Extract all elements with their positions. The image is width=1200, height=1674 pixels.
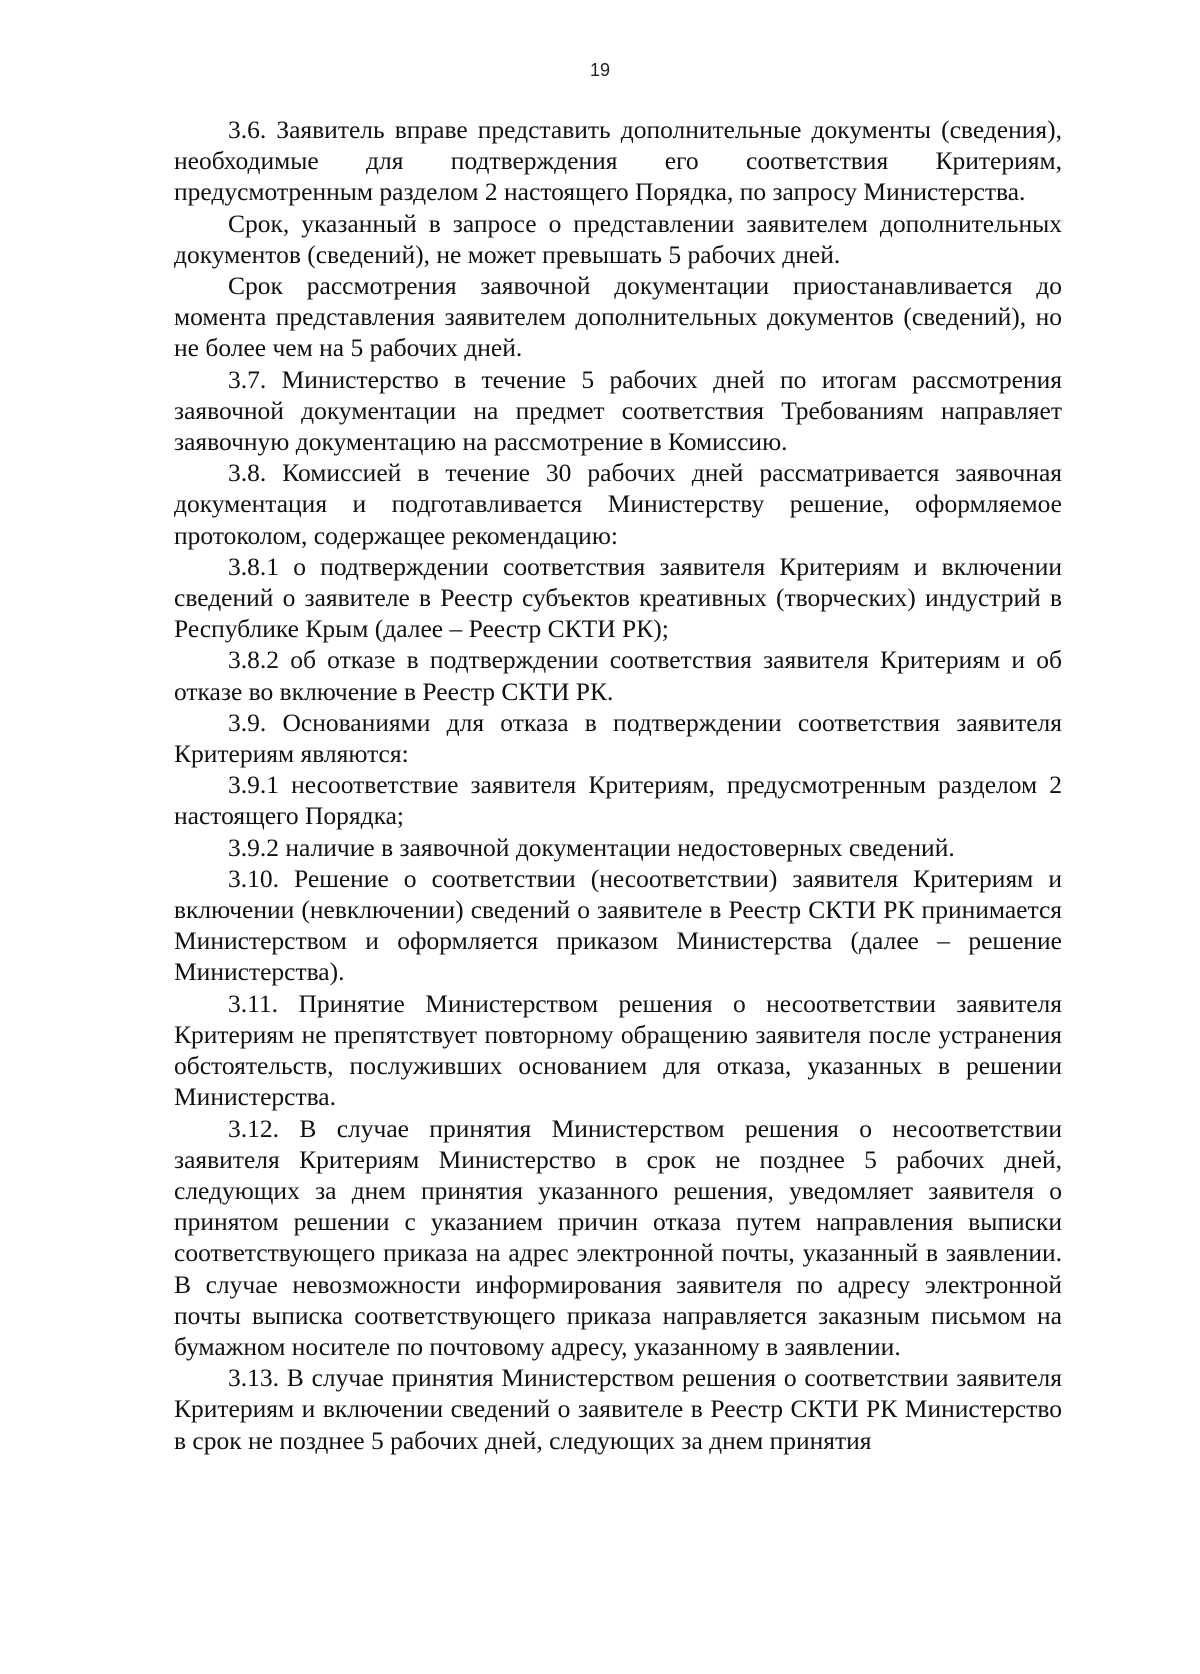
paragraph-3-6: 3.6. Заявитель вправе представить дополнительные документы (сведения), необходимые для подтверждения его соответствия Критериям, предусмотренным разделом 2 настоящего Порядка, по запросу Министерства. <box>174 115 1062 207</box>
document-body <box>174 114 1062 1456</box>
paragraph-3-9-2: 3.9.2 наличие в заявочной документации недостоверных сведений. <box>228 832 955 862</box>
page-number: 19 <box>589 60 611 80</box>
paragraph-request-term: Срок, указанный в запросе о представлении заявителем дополнительных документов (сведений), не может превышать 5 рабочих дней. <box>174 208 1062 269</box>
paragraph-review-suspension: Срок рассмотрения заявочной документации приостанавливается до момента представления заявителем дополнительных документов (сведений), но не более чем на 5 рабочих дней. <box>174 271 1062 363</box>
paragraph-3-7: 3.7. Министерство в течение 5 рабочих дней по итогам рассмотрения заявочной документации на предмет соответствия Требованиям направляет заявочную документацию на рассмотрение в Комиссию. <box>174 364 1062 457</box>
paragraph-3-9-1: 3.9.1 несоответствие заявителя Критериям, предусмотренным разделом 2 настоящего Порядка; <box>174 770 1062 831</box>
paragraph-3-12: 3.12. В случае принятия Министерством решения о несоответствии заявителя Критериям Министерство в срок не позднее 5 рабочих дней, следующих за днем принятия указанного решения, уведомляет заявителя о принятом решении с указанием причин отказа путем направления выписки соответствующего приказа на адрес электронной почты, указанный в заявлении. В случае невозможности информирования заявителя по адресу электронной почты выписка соответствующего приказа направляется заказным письмом на бумажном носителе по почтовому адресу, указанному в заявлении. <box>174 1113 1062 1361</box>
paragraph-3-13: 3.13. В случае принятия Министерством решения о соответствии заявителя Критериям и включении сведений о заявителе в Реестр СКТИ РК Министерство в срок не позднее 5 рабочих дней, следующих за днем принятия <box>174 1363 1062 1455</box>
paragraph-3-9: 3.9. Основаниями для отказа в подтверждении соответствия заявителя Критериям являются: <box>174 707 1062 769</box>
paragraph-3-8: 3.8. Комиссией в течение 30 рабочих дней рассматривается заявочная документация и подготавливается Министерству решение, оформляемое протоколом, содержащее рекомендацию: <box>174 458 1062 550</box>
paragraph-3-11: 3.11. Принятие Министерством решения о несоответствии заявителя Критериям не препятствует повторному обращению заявителя после устранения обстоятельств, послуживших основанием для отказа, указанных в решении Министерства. <box>174 988 1062 1112</box>
paragraph-3-8-2: 3.8.2 об отказе в подтверждении соответствия заявителя Критериям и об отказе во включение в Реестр СКТИ РК. <box>174 645 1062 706</box>
paragraph-3-8-1: 3.8.1 о подтверждении соответствия заявителя Критериям и включении сведений о заявителе в Реестр субъектов креативных (творческих) индустрий в Республике Крым (далее – Реестр СКТИ РК); <box>174 551 1062 644</box>
paragraph-3-10: 3.10. Решение о соответствии (несоответствии) заявителя Критериям и включении (невключении) сведений о заявителе в Реестр СКТИ РК принимается Министерством и оформляется приказом Министерства (далее – решение Министерства). <box>174 863 1062 987</box>
